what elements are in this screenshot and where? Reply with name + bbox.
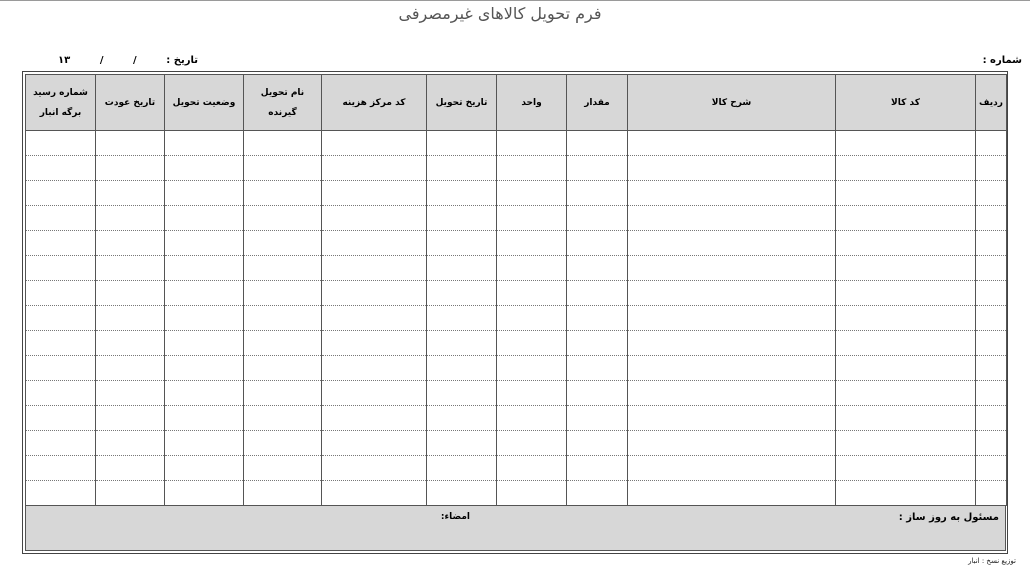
table-cell[interactable] [836,456,976,481]
table-cell[interactable] [628,381,836,406]
table-cell[interactable] [976,456,1007,481]
header-receiver-name: نام تحویل گیرنده [244,75,322,131]
table-cell[interactable] [836,381,976,406]
table-cell[interactable] [26,356,96,381]
table-cell[interactable] [497,356,567,381]
table-cell[interactable] [96,256,165,281]
table-cell[interactable] [244,156,322,181]
table-cell[interactable] [26,231,96,256]
table-cell[interactable] [96,431,165,456]
table-cell[interactable] [836,206,976,231]
table-cell[interactable] [322,306,427,331]
table-cell[interactable] [628,156,836,181]
table-cell[interactable] [976,306,1007,331]
table-row [26,156,1007,181]
table-cell[interactable] [26,156,96,181]
table-row [26,331,1007,356]
table-cell[interactable] [567,206,628,231]
table-cell[interactable] [26,456,96,481]
table-cell[interactable] [26,481,96,506]
table-cell[interactable] [244,356,322,381]
table-cell[interactable] [322,381,427,406]
table-cell[interactable] [628,231,836,256]
table-cell[interactable] [976,156,1007,181]
distribution-note: توزیع نسخ : انبار [968,557,1016,565]
table-row [26,356,1007,381]
table-cell[interactable] [165,156,244,181]
table-cell[interactable] [836,156,976,181]
header-unit: واحد [497,75,567,131]
table-cell[interactable] [427,206,497,231]
table-cell[interactable] [427,156,497,181]
table-cell[interactable] [567,181,628,206]
date-year: ۱۳ [58,55,71,66]
table-cell[interactable] [244,306,322,331]
table-cell[interactable] [836,406,976,431]
table-cell[interactable] [244,406,322,431]
table-cell[interactable] [836,356,976,381]
table-cell[interactable] [567,481,628,506]
table-cell[interactable] [244,181,322,206]
table-cell[interactable] [165,356,244,381]
table-cell[interactable] [628,306,836,331]
table-cell[interactable] [628,431,836,456]
table-cell[interactable] [976,481,1007,506]
table-cell[interactable] [976,431,1007,456]
table-cell[interactable] [836,431,976,456]
table-cell[interactable] [244,381,322,406]
table-cell[interactable] [322,181,427,206]
form-title: فرم تحویل کالاهای غیرمصرفی [398,4,602,23]
table-cell[interactable] [976,356,1007,381]
table-cell[interactable] [322,131,427,156]
table-cell[interactable] [497,481,567,506]
table-cell[interactable] [165,456,244,481]
table-cell[interactable] [427,131,497,156]
table-cell[interactable] [427,356,497,381]
table-cell[interactable] [567,306,628,331]
table-cell[interactable] [567,156,628,181]
table-cell[interactable] [427,431,497,456]
table-cell[interactable] [836,131,976,156]
table-cell[interactable] [497,256,567,281]
table-cell[interactable] [165,331,244,356]
table-cell[interactable] [244,456,322,481]
table-cell[interactable] [628,331,836,356]
table-cell[interactable] [322,206,427,231]
table-row [26,281,1007,306]
top-divider [0,0,1030,1]
table-cell[interactable] [26,381,96,406]
table-cell[interactable] [26,306,96,331]
table-cell[interactable] [96,231,165,256]
table-cell[interactable] [976,256,1007,281]
table-cell[interactable] [322,281,427,306]
table-cell[interactable] [567,131,628,156]
table-cell[interactable] [96,206,165,231]
table-cell[interactable] [165,381,244,406]
table-cell[interactable] [976,281,1007,306]
table-cell[interactable] [836,481,976,506]
table-cell[interactable] [976,331,1007,356]
table-cell[interactable] [497,281,567,306]
table-row [26,256,1007,281]
date-separator: / [99,55,104,66]
table-cell[interactable] [628,256,836,281]
table-cell[interactable] [96,181,165,206]
table-cell[interactable] [427,306,497,331]
table-cell[interactable] [976,206,1007,231]
table-row [26,381,1007,406]
table-row [26,431,1007,456]
table-row [26,206,1007,231]
table-cell[interactable] [497,406,567,431]
table-row [26,406,1007,431]
header-quantity: مقدار [567,75,628,131]
table-cell[interactable] [96,131,165,156]
table-cell[interactable] [322,156,427,181]
table-cell[interactable] [96,306,165,331]
table-cell[interactable] [165,206,244,231]
table-cell[interactable] [96,406,165,431]
responsible-label: مسئول به روز ساز : [898,512,999,523]
table-cell[interactable] [165,281,244,306]
table-row [26,306,1007,331]
table-cell[interactable] [165,181,244,206]
table-cell[interactable] [976,381,1007,406]
table-cell[interactable] [976,181,1007,206]
table-cell[interactable] [628,181,836,206]
table-cell[interactable] [26,131,96,156]
table-cell[interactable] [322,456,427,481]
table-cell[interactable] [165,306,244,331]
table-cell[interactable] [165,431,244,456]
header-item-description: شرح کالا [628,75,836,131]
table-cell[interactable] [96,281,165,306]
table-cell[interactable] [497,156,567,181]
table-cell[interactable] [976,131,1007,156]
table-cell[interactable] [165,131,244,156]
table-header-row [26,75,1007,131]
header-cost-center-code: کد مرکز هزینه [322,75,427,131]
table-cell[interactable] [322,331,427,356]
table-row [26,481,1007,506]
table-cell[interactable] [567,456,628,481]
table-cell[interactable] [96,156,165,181]
header-warehouse-receipt-number: شماره رسید برگه انبار [26,75,96,131]
table-cell[interactable] [427,406,497,431]
table-cell[interactable] [976,231,1007,256]
table-cell[interactable] [26,281,96,306]
header-delivery-date: تاریخ تحویل [427,75,497,131]
table-cell[interactable] [836,231,976,256]
table-cell[interactable] [567,256,628,281]
table-cell[interactable] [497,181,567,206]
table-cell[interactable] [497,381,567,406]
table-cell[interactable] [96,331,165,356]
table-row [26,131,1007,156]
table-cell[interactable] [497,231,567,256]
table-cell[interactable] [427,331,497,356]
table-cell[interactable] [26,406,96,431]
table-cell[interactable] [836,331,976,356]
table-cell[interactable] [26,206,96,231]
table-cell[interactable] [497,456,567,481]
table-cell[interactable] [628,356,836,381]
table-cell[interactable] [427,256,497,281]
table-cell[interactable] [244,331,322,356]
table-cell[interactable] [322,406,427,431]
table-row [26,181,1007,206]
table-cell[interactable] [244,256,322,281]
table-cell[interactable] [322,481,427,506]
date-separator: / [133,55,137,66]
table-cell[interactable] [836,306,976,331]
table-cell[interactable] [567,406,628,431]
number-label: شماره : [982,55,1022,66]
table-cell[interactable] [567,356,628,381]
table-cell[interactable] [244,131,322,156]
table-cell[interactable] [836,256,976,281]
date-label: تاریخ : [166,55,198,66]
table-cell[interactable] [26,331,96,356]
table-cell[interactable] [628,456,836,481]
table-cell[interactable] [165,481,244,506]
table-cell[interactable] [497,431,567,456]
table-cell[interactable] [427,281,497,306]
table-cell[interactable] [96,456,165,481]
table-cell[interactable] [244,281,322,306]
table-row [26,231,1007,256]
table-cell[interactable] [427,231,497,256]
table-cell[interactable] [628,281,836,306]
form-footer [25,505,1006,551]
delivery-table [25,74,1007,506]
table-cell[interactable] [567,431,628,456]
table-cell[interactable] [322,256,427,281]
table-cell[interactable] [497,331,567,356]
table-cell[interactable] [567,331,628,356]
table-cell[interactable] [628,481,836,506]
table-cell[interactable] [96,381,165,406]
table-cell[interactable] [322,431,427,456]
table-cell[interactable] [836,181,976,206]
table-cell[interactable] [427,481,497,506]
table-cell[interactable] [244,431,322,456]
table-cell[interactable] [976,406,1007,431]
table-cell[interactable] [244,231,322,256]
signature-label: امضاء: [440,512,470,522]
header-delivery-status: وضعیت تحویل [165,75,244,131]
date-field [58,55,198,66]
table-row [26,456,1007,481]
table-cell[interactable] [322,356,427,381]
table-cell[interactable] [322,231,427,256]
table-cell[interactable] [96,481,165,506]
table-cell[interactable] [244,206,322,231]
table-cell[interactable] [26,431,96,456]
table-cell[interactable] [628,406,836,431]
table-cell[interactable] [497,131,567,156]
table-cell[interactable] [165,231,244,256]
table-cell[interactable] [26,181,96,206]
header-return-date: تاریخ عودت [96,75,165,131]
header-item-code: کد کالا [836,75,976,131]
table-cell[interactable] [427,181,497,206]
table-cell[interactable] [427,381,497,406]
table-cell[interactable] [165,406,244,431]
table-cell[interactable] [165,256,244,281]
table-cell[interactable] [26,256,96,281]
header-row-number: ردیف [976,75,1007,131]
table-cell[interactable] [497,206,567,231]
table-cell[interactable] [628,206,836,231]
table-cell[interactable] [567,381,628,406]
table-cell[interactable] [836,281,976,306]
table-cell[interactable] [497,306,567,331]
table-cell[interactable] [244,481,322,506]
table-cell[interactable] [96,356,165,381]
table-cell[interactable] [427,456,497,481]
table-cell[interactable] [567,231,628,256]
table-cell[interactable] [628,131,836,156]
table-cell[interactable] [567,281,628,306]
